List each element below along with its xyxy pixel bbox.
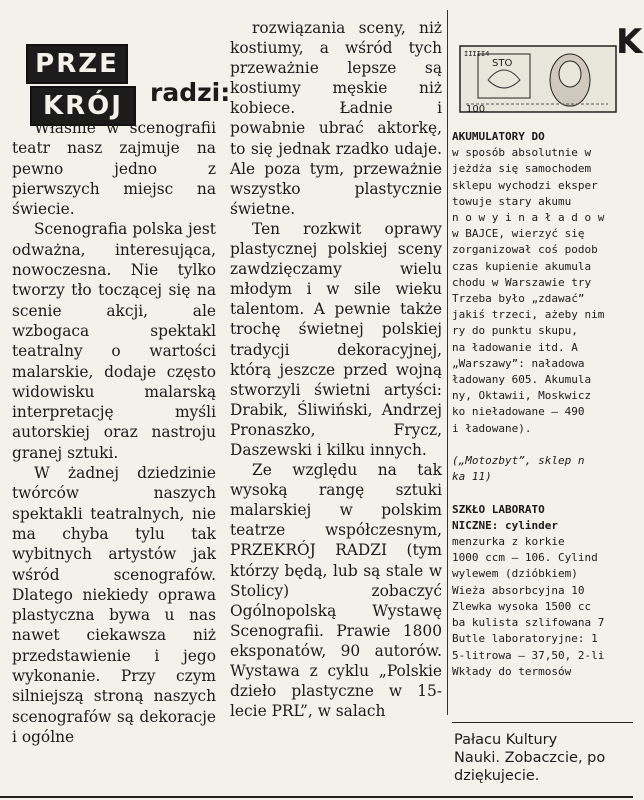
paragraph: Ze względu na tak wysoką rangę sztuki malarskiej w polskim teatrze współczesnym, PRZEKRÓJ RADZI (tym którzy będą, lub są stale w Stolicy) zobaczyć Ogólnopolską Wystawę Scenografii. Prawie 1800 eksponatów, 90 autorów. Wystawa z cyklu „Polskie dzieło plastyczne w 15-lecie PRL”, w salach — [230, 461, 442, 721]
column-3-line — [452, 437, 637, 453]
column-3-line: „Warszawy”: naładowa — [452, 356, 585, 370]
column-3-line: NICZNE: cylinder — [452, 518, 558, 532]
paragraph: W żadnej dziedzinie twórców naszych spektakli teatralnych, nie ma chyba tylu tak wybitnych artystów jak wśród scenografów. Dlatego niekiedy oprawa plastyczna bywa u nas nawet ciekawsza niż przedstawienie i jego wykonanie. Przy czym silniejszą stroną naszych scenografów są dekoracje i ogólne — [12, 464, 216, 746]
column-3-heading: K — [616, 22, 643, 62]
column-3-line: ny, Oktawii, Moskwicz — [452, 389, 592, 403]
column-3-line: AKUMULATORY DO — [452, 130, 545, 143]
column-3-line: zorganizował coś podob — [452, 243, 598, 257]
logo-top-word: PRZE — [26, 44, 128, 84]
column-1 — [12, 118, 216, 747]
column-3-line: czas kupienie akumula — [452, 259, 592, 273]
column-divider — [447, 10, 448, 715]
column-3-line: Wkłady do termosów — [452, 664, 572, 678]
banknote-value-bottom: 100 — [466, 104, 486, 115]
column-3-line: ry do punktu skupu, — [452, 324, 578, 338]
column-3-line — [452, 485, 637, 501]
column-3-line: w sposób absolutnie w — [452, 146, 592, 160]
column-3-line: 5-litrowa — 37,50, 2-li — [452, 648, 605, 662]
column-3-line: sklepu wychodzi eksper — [452, 178, 598, 192]
column-3-line: na ładowanie itd. A — [452, 340, 578, 354]
paragraph: Właśnie w scenografii teatr nasz zajmuje na pewno jedno z pierwszych miejsc na świecie. — [12, 119, 216, 219]
column-3-line: 1000 ccm — 106. Cylind — [452, 551, 598, 565]
column-3-line: („Motozbyt”, sklep n — [452, 454, 585, 468]
column-3-line: menzurka z korkie — [452, 535, 565, 549]
column-3-line: ładowany 605. Akumula — [452, 373, 592, 387]
column-2 — [230, 18, 442, 721]
page-bottom-rule — [0, 796, 633, 798]
column-3-line: Wieża absorbcyjna 10 — [452, 583, 585, 597]
column-3-line: ko nieładowane — 490 — [452, 405, 585, 419]
column-3-bottom-text: Pałacu Kultury Nauki. Zobaczcie, po dziękujecie. — [454, 732, 606, 784]
column-3-line: Zlewka wysoka 1500 cc — [452, 599, 592, 613]
paragraph: Scenografia polska jest odważna, interesująca, nowoczesna. Nie tylko tworzy tło toczącej się na scenie akcji, ale wzbogaca spektakl teatralny o wartości malarskie, dodaje często widowisku malarską interpretację myśli autorskiej oraz nastroju granej sztuki. — [12, 220, 216, 462]
column-3-line: jakiś trzeci, ażeby nim — [452, 308, 605, 322]
logo-suffix: radzi: — [150, 78, 231, 107]
paragraph: rozwiązania sceny, niż kostiumy, a wśród tych przeważnie lepsze są kostiumy męskie niż kobiece. Ładnie i powabnie ubrać aktorkę, to się jednak rzadko udaje. Ale poza tym, przeważnie wszystko plastycznie świetne. — [230, 19, 442, 218]
banknote-number: IIIII4 — [464, 50, 490, 58]
banknote-value-top: STO — [492, 58, 513, 69]
banknote-illustration — [458, 40, 618, 116]
column-3 — [452, 129, 637, 680]
column-3-line: i ładowane). — [452, 421, 532, 435]
column-3-line: jeżdża się samochodem — [452, 162, 592, 176]
logo-bottom-word: KRÓJ — [30, 86, 136, 126]
column-3-line: chodu w Warszawie try — [452, 275, 592, 289]
column-3-line: SZKŁO LABORATO — [452, 502, 545, 516]
column-3-line: w BAJCE, wierzyć się — [452, 227, 585, 241]
column-3-line: towuje stary akumu — [452, 194, 572, 208]
column-3-line: Trzeba było „zdawać” — [452, 292, 585, 306]
column-3-line: n o w y i n a ł a d o w — [452, 211, 605, 225]
paragraph: Ten rozkwit oprawy plastycznej polskiej sceny zawdzięczamy wielu młodym i w sile wieku talentom. A pewnie także trochę świetnej polskiej tradycji dekoracyjnej, którą jeszcze przed wojną stworzyli świetni artyści: Drabik, Śliwiński, Andrzej Pronaszko, Frycz, Daszewski i kilku innych. — [230, 219, 442, 459]
column-3-line: Butle laboratoryjne: 1 — [452, 632, 598, 646]
column-3-line: ka 11) — [452, 470, 492, 484]
column-3-line: wylewem (dzióbkiem) — [452, 567, 578, 581]
column-3-line: ba kulista szlifowana 7 — [452, 616, 605, 630]
column-3-rule — [452, 722, 633, 723]
